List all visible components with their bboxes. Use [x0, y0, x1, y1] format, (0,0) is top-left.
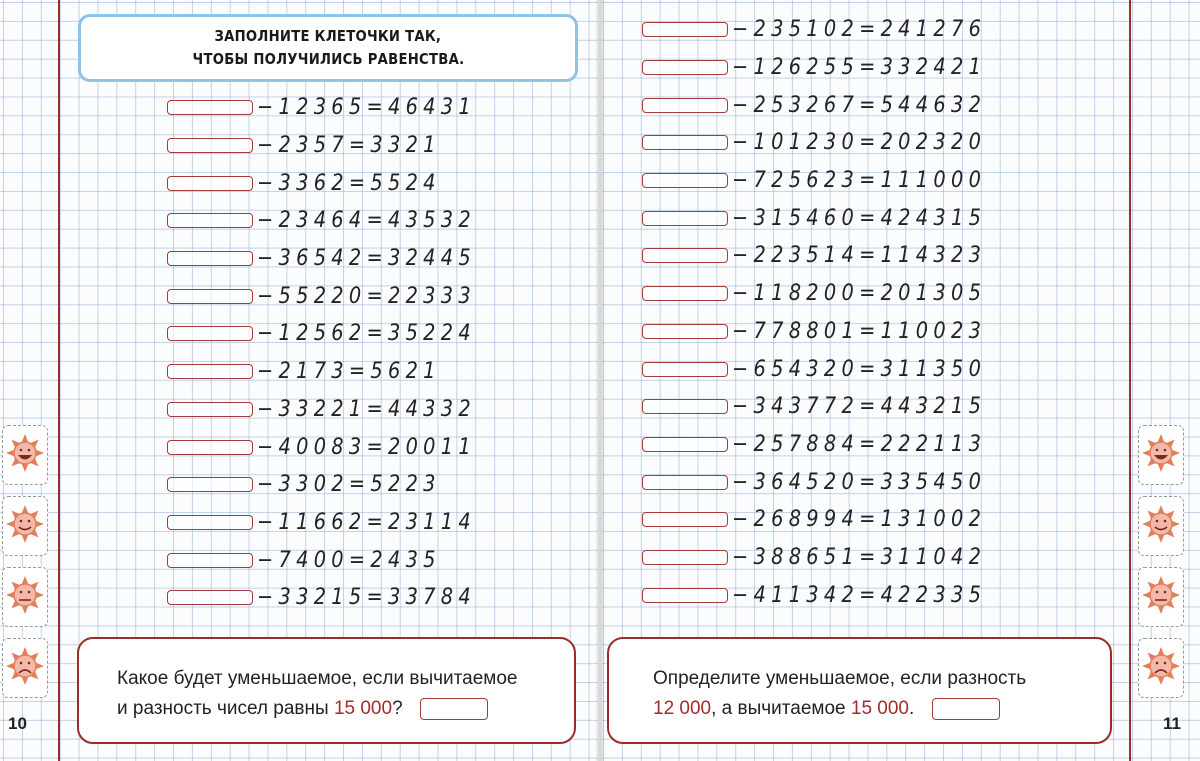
equation-row — [167, 353, 506, 391]
answer-box[interactable] — [167, 590, 253, 605]
equation-row — [642, 463, 1021, 501]
equation-row — [642, 124, 1021, 162]
answer-box[interactable] — [167, 477, 253, 492]
answer-box[interactable] — [642, 60, 728, 75]
equation-row — [642, 501, 1021, 539]
task-text-line: Определите уменьшаемое, если разность — [653, 668, 1027, 689]
equation-row — [167, 127, 506, 165]
sun-neutral-icon — [5, 575, 45, 620]
equation-text: −33215=33784 — [257, 585, 476, 611]
equation-row — [642, 275, 1021, 313]
equation-text: −411342=422335 — [732, 582, 987, 608]
equation-row — [167, 504, 506, 542]
answer-box[interactable] — [642, 399, 728, 414]
answer-box[interactable] — [167, 138, 253, 153]
equation-text: −23464=43532 — [257, 208, 476, 234]
equation-text: −725623=111000 — [732, 168, 987, 194]
equation-text: −40083=20011 — [257, 434, 476, 460]
equation-text: −12365=46431 — [257, 95, 476, 121]
instruction-title-box — [78, 14, 578, 82]
answer-box[interactable] — [167, 440, 253, 455]
equation-text: −126255=332421 — [732, 55, 987, 81]
mood-tile[interactable] — [1138, 638, 1184, 698]
task-text: и разность чисел равны — [117, 698, 329, 719]
equation-row — [167, 315, 506, 353]
equation-text: −388651=311042 — [732, 544, 987, 570]
equation-row — [642, 576, 1021, 614]
answer-box[interactable] — [167, 100, 253, 115]
sun-smile-icon — [5, 504, 45, 549]
equation-row — [167, 202, 506, 240]
answer-box[interactable] — [167, 402, 253, 417]
left-page — [0, 0, 598, 761]
page-number: 11 — [1163, 714, 1181, 733]
equation-row — [642, 313, 1021, 351]
mood-tile[interactable] — [1138, 496, 1184, 556]
sun-happy-icon — [1141, 433, 1181, 478]
sun-sad-icon — [5, 646, 45, 691]
answer-box[interactable] — [167, 213, 253, 228]
equation-text: −235102=241276 — [732, 17, 987, 43]
equation-row — [642, 199, 1021, 237]
answer-box[interactable] — [642, 211, 728, 226]
answer-box[interactable] — [642, 588, 728, 603]
equation-text: −2357=3321 — [257, 133, 441, 159]
equation-row — [167, 391, 506, 429]
equation-text: −268994=131002 — [732, 507, 987, 533]
equation-row — [167, 89, 506, 127]
mood-tile[interactable] — [2, 638, 48, 698]
equation-row — [642, 162, 1021, 200]
margin-line — [58, 0, 60, 761]
instruction-line: ЧТОБЫ ПОЛУЧИЛИСЬ РАВЕНСТВА. — [192, 50, 464, 68]
answer-box[interactable] — [642, 550, 728, 565]
answer-box[interactable] — [642, 173, 728, 188]
equation-text: −11662=23114 — [257, 509, 476, 535]
task-number: 12 000 — [653, 698, 712, 719]
mood-tile[interactable] — [2, 496, 48, 556]
equation-list-right — [642, 11, 1021, 614]
mood-icon-column — [1138, 425, 1184, 709]
equation-row — [167, 240, 506, 278]
answer-box[interactable] — [642, 286, 728, 301]
book-spine — [596, 0, 604, 761]
equation-text: −778801=110023 — [732, 318, 987, 344]
task-text-line: Какое будет уменьшаемое, если вычитаемое — [117, 668, 518, 689]
answer-box[interactable] — [642, 475, 728, 490]
equation-text: −343772=443215 — [732, 394, 987, 420]
answer-box[interactable] — [167, 251, 253, 266]
sun-neutral-icon — [1141, 575, 1181, 620]
equation-text: −36542=32445 — [257, 246, 476, 272]
equation-text: −654320=311350 — [732, 356, 987, 382]
equation-text: −223514=114323 — [732, 243, 987, 269]
task-box-right — [607, 637, 1112, 744]
task-text: . — [909, 698, 915, 719]
equation-row — [167, 541, 506, 579]
equation-text: −12562=35224 — [257, 321, 476, 347]
sun-sad-icon — [1141, 646, 1181, 691]
answer-box[interactable] — [167, 326, 253, 341]
answer-box[interactable] — [642, 22, 728, 37]
equation-text: −3362=5524 — [257, 170, 441, 196]
mood-tile[interactable] — [2, 567, 48, 627]
mood-icon-column — [2, 425, 48, 709]
margin-line — [1129, 0, 1131, 761]
equation-text: −55220=22333 — [257, 283, 476, 309]
equation-row — [167, 428, 506, 466]
answer-box[interactable] — [642, 437, 728, 452]
equation-row — [642, 49, 1021, 87]
equation-row — [642, 237, 1021, 275]
equation-text: −257884=222113 — [732, 431, 987, 457]
answer-box[interactable] — [167, 553, 253, 568]
equation-row — [642, 86, 1021, 124]
equation-row — [167, 277, 506, 315]
task-number: 15 000 — [850, 698, 910, 719]
equation-row — [642, 11, 1021, 49]
answer-box[interactable] — [167, 364, 253, 379]
answer-box[interactable] — [642, 98, 728, 113]
equation-text: −101230=202320 — [732, 130, 987, 156]
equation-row — [167, 164, 506, 202]
right-page — [602, 0, 1200, 761]
task-text: , а вычитаемое — [711, 698, 846, 719]
answer-box[interactable] — [642, 248, 728, 263]
equation-text: −315460=424315 — [732, 205, 987, 231]
mood-tile[interactable] — [1138, 425, 1184, 485]
equation-list-left — [167, 89, 506, 617]
answer-box[interactable] — [167, 176, 253, 191]
equation-row — [642, 539, 1021, 577]
equation-text: −253267=544632 — [732, 92, 987, 118]
equation-row — [167, 579, 506, 617]
task-text-line — [653, 694, 1110, 724]
answer-box[interactable] — [167, 515, 253, 530]
answer-box[interactable] — [167, 289, 253, 304]
equation-row — [642, 426, 1021, 464]
instruction-line: ЗАПОЛНИТЕ КЛЕТОЧКИ ТАК, — [214, 27, 442, 45]
equation-text: −3302=5223 — [257, 472, 441, 498]
equation-text: −33221=44332 — [257, 396, 476, 422]
task-text: ? — [392, 698, 403, 719]
equation-text: −118200=201305 — [732, 281, 987, 307]
equation-text: −2173=5621 — [257, 359, 441, 385]
page-number: 10 — [8, 714, 27, 733]
mood-tile[interactable] — [2, 425, 48, 485]
answer-box[interactable] — [932, 698, 1000, 720]
answer-box[interactable] — [642, 135, 728, 150]
task-text-line — [117, 694, 574, 724]
equation-text: −7400=2435 — [257, 547, 441, 573]
answer-box[interactable] — [642, 362, 728, 377]
equation-text: −364520=335450 — [732, 469, 987, 495]
task-number: 15 000 — [333, 698, 393, 719]
mood-tile[interactable] — [1138, 567, 1184, 627]
answer-box[interactable] — [420, 698, 488, 720]
equation-row — [642, 350, 1021, 388]
sun-smile-icon — [1141, 504, 1181, 549]
answer-box[interactable] — [642, 324, 728, 339]
sun-happy-icon — [5, 433, 45, 478]
equation-row — [642, 388, 1021, 426]
answer-box[interactable] — [642, 512, 728, 527]
task-box-left — [77, 637, 576, 744]
equation-row — [167, 466, 506, 504]
